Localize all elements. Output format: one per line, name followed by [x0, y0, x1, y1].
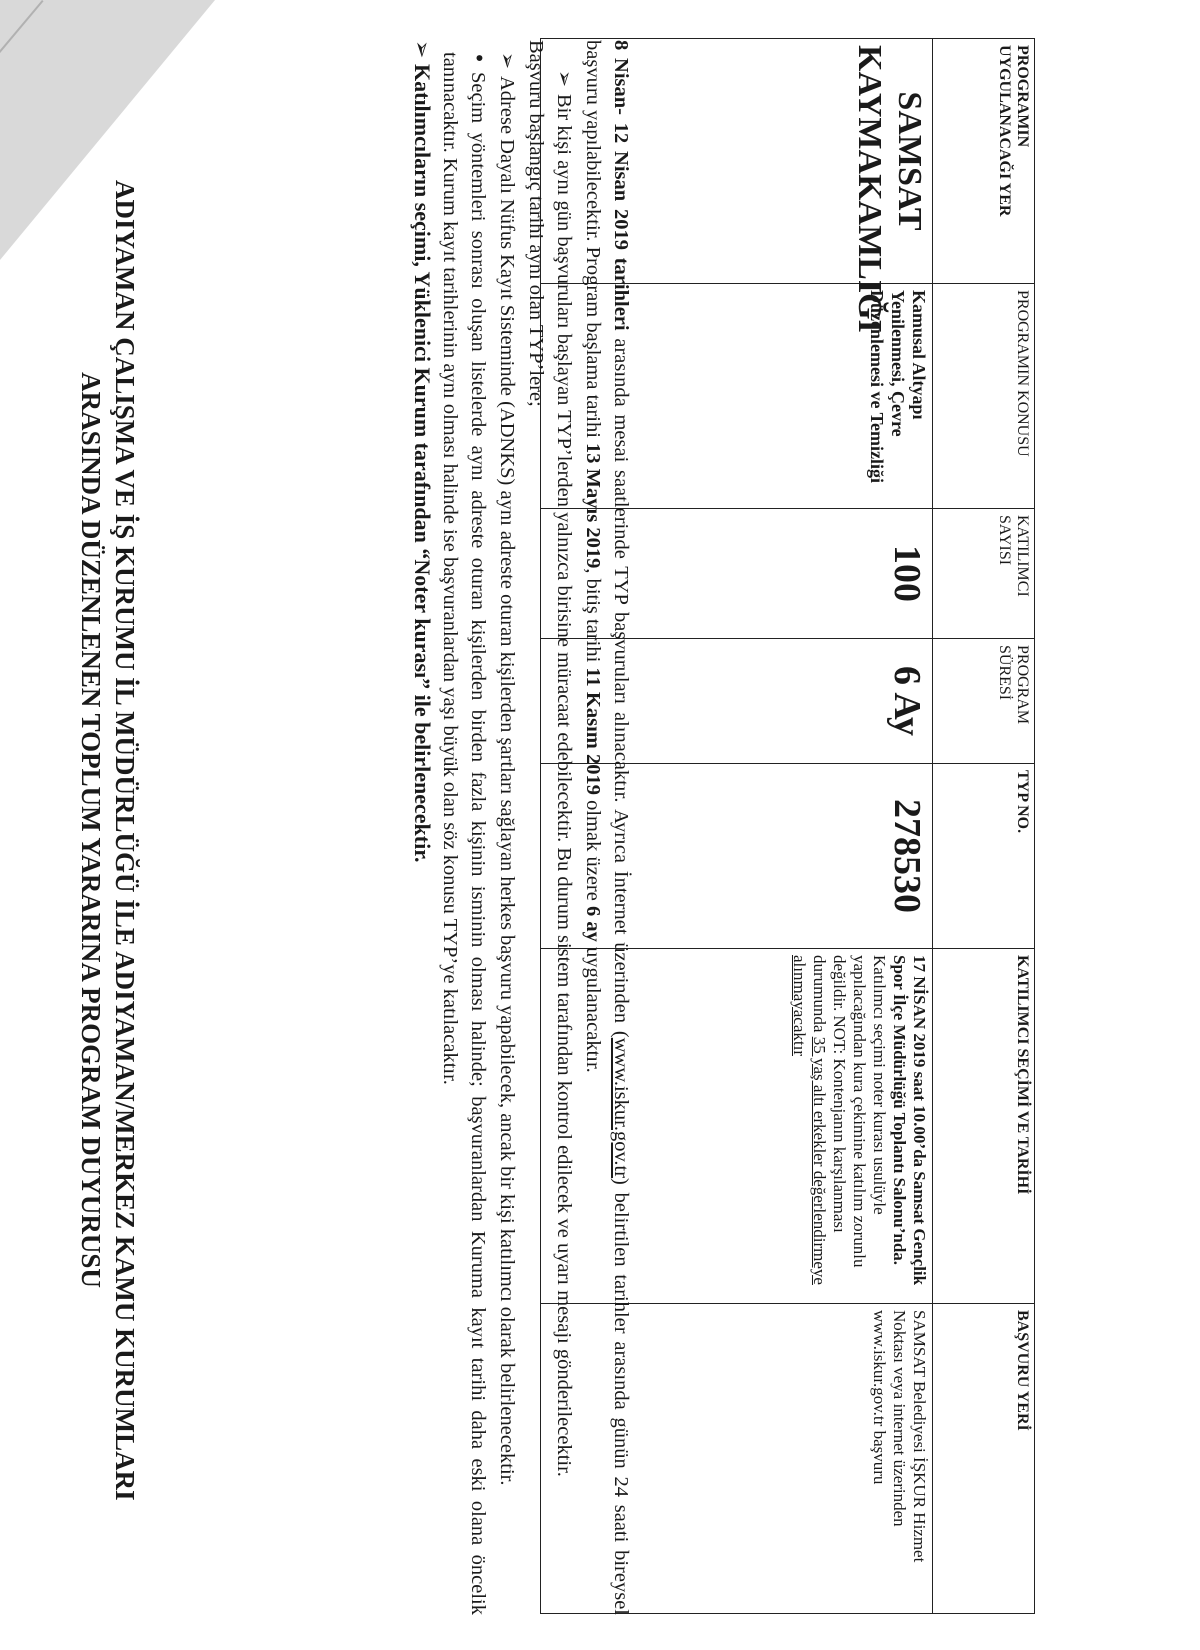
secim-date-place: 17 NİSAN 2019 saat 10.00’da Samsat Gençlik Spor İlçe Müdürlüğü Toplantı Salonu’nda. — [890, 955, 929, 1286]
para1-text4: olmak üzere — [582, 794, 604, 906]
cell-typ: 278530 — [541, 764, 933, 949]
header-secim: KATILIMCI SEÇİMİ VE TARİHİ — [933, 949, 1035, 1304]
bullet-two — [493, 40, 522, 1615]
bullet-dot-icon: • — [467, 52, 491, 65]
arrow-icon: ➢ — [409, 40, 434, 59]
final-statement-text: Katılımcıların seçimi, Yüklenici Kurum tarafından “Noter kurası” ile belirlenecektir. — [410, 64, 435, 863]
table-header-row — [933, 39, 1035, 1614]
cell-yer: SAMSAT KAYMAKAMLIĞI — [541, 39, 933, 284]
paragraph-same-date: Başvuru başlangıç tarihi aynı olan TYP’lere; — [525, 40, 547, 407]
arrow-icon: ➢ — [496, 52, 520, 70]
cell-konu: Kamusal Altyapı Yenilenmesi, Çevre Düzenlemesi ve Temizliği — [541, 284, 933, 509]
para1-text3: , bitiş tarihi — [582, 568, 604, 668]
title-line-2: ARASINDA DÜZENLENEN TOPLUM YARARINA PROGRAM DUYURUSU — [76, 372, 106, 1288]
document-title — [74, 180, 142, 1501]
header-basvuru: BAŞVURU YERİ — [933, 1304, 1035, 1614]
cell-sure: 6 Ay — [541, 639, 933, 764]
paragraph-dates — [579, 40, 635, 1615]
secim-text: Katılımcı seçimi noter kurası usulüyle yapılacağından kura çekimine katılım zorunlu değildir. NOT: Kontenjanın karşılanması durumunda — [810, 955, 889, 1268]
header-katilimci: KATILIMCI SAYISI — [933, 509, 1035, 639]
cell-katilimci: 100 — [541, 509, 933, 639]
start-date: 13 Mayıs 2019 — [582, 443, 604, 569]
title-line-1: ADIYAMAN ÇALIŞMA VE İŞ KURUMU İL MÜDÜRLÜĞÜ İLE ADIYAMAN/MERKEZ KAMU KURUMLARI — [110, 180, 140, 1501]
bullet-three-text: Seçim yöntemleri sonrası oluşan listelerde aynı adreste oturan kişilerden birden fazla kişinin isminin olması halinde; başvuranlardan Kuruma kayıt tarihi daha eski olana öncelik tanınacaktır. Kurum kayıt tarihlerinin aynı olması halinde ise başvuranlardan yaşı büyük olan söz konusu TYP’ye katılacaktır. — [439, 52, 489, 1615]
header-typ: TYP NO. — [933, 764, 1035, 949]
para1-text2: ) belirtilen tarihler arasında günün 24 saati bireysel başvuru yapılabilecektir. Program başlama tarihi — [582, 40, 632, 1615]
duration: 6 ay — [582, 905, 604, 942]
bullet-one — [550, 40, 579, 1615]
announcement-body — [407, 40, 635, 1615]
secim-note-underlined: 35 yaş altı erkekler değerlendirmeye alınmayacaktır — [790, 955, 829, 1285]
cell-basvuru: SAMSAT Belediyesi İŞKUR Hizmet Noktası veya internet üzerinden www.iskur.gov.tr başvuru — [541, 1304, 933, 1614]
arrow-icon: ➢ — [553, 70, 577, 88]
header-konu: PROGRAMIN KONUSU — [933, 284, 1035, 509]
para1-text1: arasında mesai saatlerinde TYP başvuruları alınacaktır. Ayrıca İnternet üzerinden ( — [610, 330, 632, 1038]
bullet-two-text: Adrese Dayalı Nüfus Kayıt Sisteminde (ADNKS) aynı adreste oturan kişilerden şartları sağlayan herkes başvuru yapabilecek, ancak bir kişi katılımcı olarak belirlenecektir. — [496, 76, 518, 1486]
iskur-link[interactable]: www.iskur.gov.tr — [610, 1037, 632, 1179]
application-dates: 8 Nisan- 12 Nisan 2019 tarihleri — [610, 40, 632, 331]
para1-text5: uygulanacaktır. — [582, 941, 604, 1073]
header-yer: PROGRAMIN UYGULANACAĞI YER — [933, 39, 1035, 284]
bullet-one-text: Bir kişi aynı gün başvuruları başlayan TYP’lerden yalnızca birisine müracaat edebilecektir. Bu durum sistem tarafından kontrol edilecek ve uyarı mesajı gönderilecektir. — [553, 94, 575, 1477]
end-date: 11 Kasım 2019 — [582, 667, 604, 795]
bullet-three — [436, 40, 493, 1615]
header-sure: PROGRAM SÜRESİ — [933, 639, 1035, 764]
final-statement — [407, 40, 436, 1615]
